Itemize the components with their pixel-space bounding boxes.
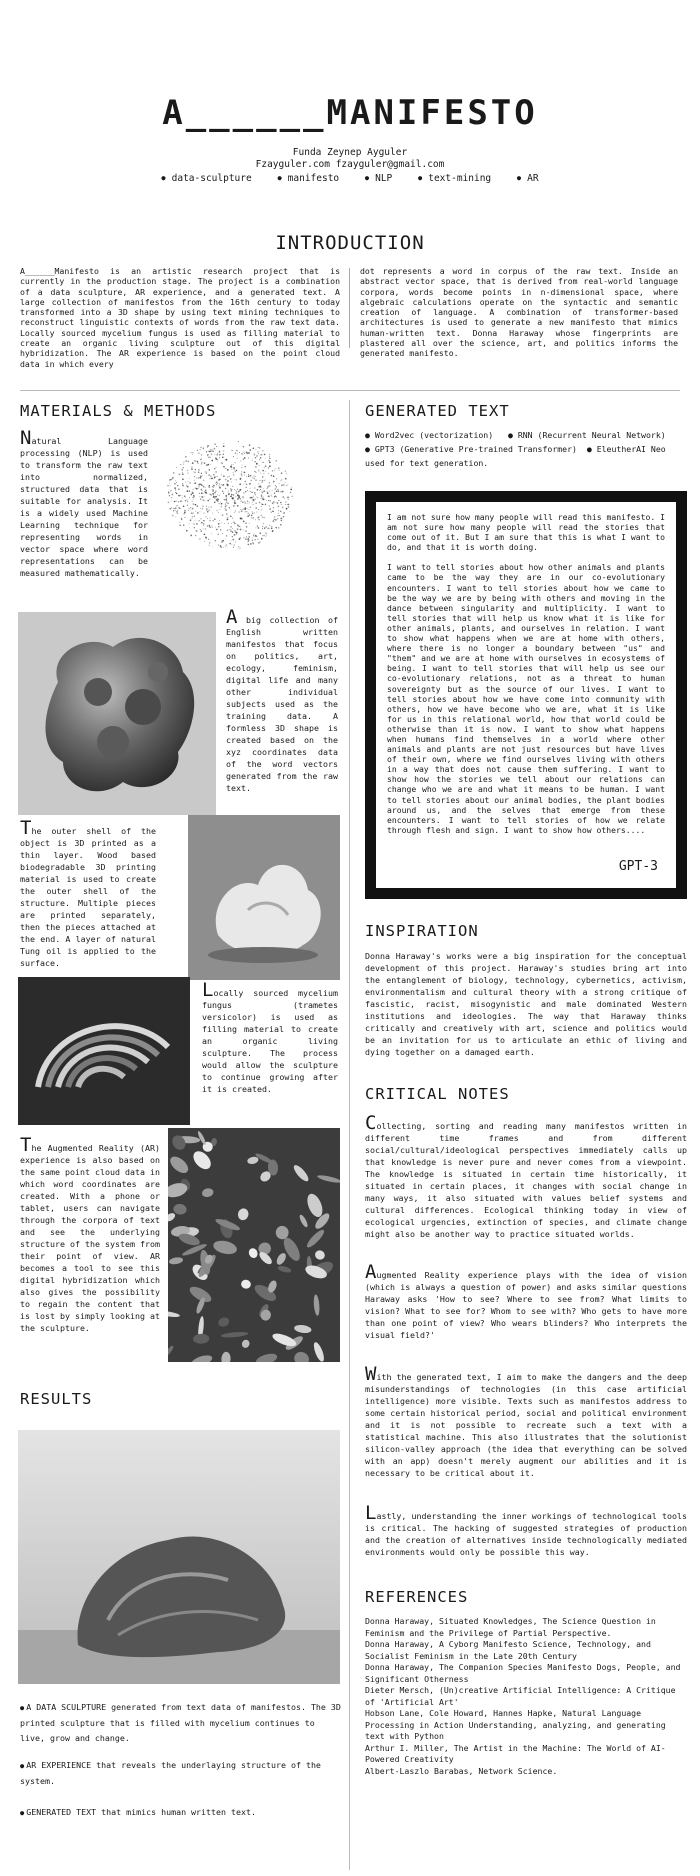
inspiration-text: Donna Haraway's works were a big inspiration for the conceptual development of this project. Haraway's studies bring art into the entanglement of biology, technology, cybernetics, activism, environmentalism and cultural theory with a strong critique of fascistic, racist, misogynistic and male dominated Western institutions and ideologies. The way that Haraway thinks critically and creatively with art, science and politics would be an invitation for us to articulate an ethic of living and dying together on a damaged earth.	[365, 951, 687, 1057]
keyword-list	[0, 173, 700, 184]
author-block	[0, 147, 700, 171]
ar-experience-image	[168, 1128, 340, 1362]
introduction-heading: INTRODUCTION	[275, 232, 425, 254]
3d-shape-render-image	[18, 612, 216, 815]
column-divider	[349, 400, 350, 1870]
data-sculpture-photo	[18, 1430, 340, 1684]
results-item: ● A DATA SCULPTURE generated from text data of manifestos. The 3D printed sculpture that is filled with mycelium continues to live, grow and change.	[20, 1700, 342, 1746]
introduction-right-text: dot represents a word in corpus of the raw text. Inside an abstract vector space, that is derived from real-world language corpora, words become points in n-dimensional space, where algebraic calculations operate on the syntactic and semantic creation of language. A combination of transformer-based architectures is used to generate a new manifesto that mimics human-written text. Donna Haraway whose fingerprints are plastered all over the science, art, and politics informs the generated manifesto.	[360, 266, 678, 359]
references-list	[365, 1616, 687, 1777]
critical-paragraph: Augmented Reality experience plays with the idea of vision (which is always a question of power) and asks similar questions Haraway asks 'How to see? Where to see from? What limits to vision? What to see for? Whom to see with? Who gets to have more than one point of view? Who wears blinders? Who interprets the visual field?'	[365, 1261, 687, 1340]
generated-paragraph: I want to tell stories about how other animals and plants came to be the way they are in our co-evolutionary encounters. I want to tell stories about how we came to be the way we are by being with others and moving in the dance between singularity and multiplicity. I want to tell stories that will help us know what it is like for other animals, plants, and ourselves in relation. I want to show what happens when we are at home with others, where there is no longer a boundary between "us" and "them" and we are at home with ourselves in ecosystems of being. I want to tell stories that will help us see our co-evolutionary relations, not as a threat to human sovereignty but as the source of our lives. I want to tell stories about how we have come into community with others, how we have become who we are, what it is like for us in this relational world, how that world could be otherwise than it is now. I want to show what happens when humans find themselves in a world where other animals and plants are not just resources but have lives of their own, where we find ourselves living with others in a way that does not cause them suffering. I want to show how the stories we tell about our relations can change who we are and what it means to be human. I want to tell stories about our animal bodies, the plant bodies around us, and the selves that emerge from these encounters. I want to tell stories of how we relate through flesh and sign. I want to show how others....	[387, 562, 665, 835]
generated-signature: GPT-3	[618, 859, 658, 874]
reference-item: Donna Haraway, The Companion Species Manifesto Dogs, People, and Significant Otherness	[365, 1662, 681, 1684]
critical-notes-heading: CRITICAL NOTES	[365, 1085, 510, 1103]
results-item: ● AR EXPERIENCE that reveals the underlaying structure of the system.	[20, 1758, 342, 1789]
references-heading: REFERENCES	[365, 1588, 469, 1606]
keyword: ● NLP	[365, 173, 392, 184]
critical-paragraph: With the generated text, I aim to make the dangers and the deep misunderstandings of technologies (in this case artificial intelligence) more visible. Texts such as manifestos address to some certain historical period, social and political environment and it is not possible to recreate such a text with a statistical machine. This also illustrates that the solutionist silicon-valley approach (the idea that everything can be solved with an app) doesn't merely augment our abilities and it is necessary to be critical about it.	[365, 1363, 687, 1478]
introduction-left-text: A______Manifesto is an artistic research project that is currently in the production stage. The project is a combination of a data sculpture, AR experience, and a generated text. A large collection of manifestos from the 16th century to today transformed into a 3D shape by using text mining techniques to reconstruct linguistic contexts of words from the raw text data. Locally sourced mycelium fungus is used as filling material to create an organic living sculpture out of this digital hybridization. The AR experience is based on the point cloud data in which every	[20, 266, 340, 369]
method-item: ● RNN (Recurrent Neural Network)	[507, 430, 666, 440]
generated-text-heading: GENERATED TEXT	[365, 402, 510, 420]
materials-paragraph: Natural Language processing (NLP) is used to transform the raw text into normalized, structured data that is suitable for analysis. It is a widely used Machine Learning technique for representing words in vector space where word representations can be measured mathematically.	[20, 427, 148, 578]
reference-item: Dieter Mersch, (Un)creative Artificial Intelligence: A Critique of 'Artificial Art'	[365, 1685, 676, 1707]
reference-item: Hobson Lane, Cole Howard, Hannes Hapke, Natural Language Processing in Action Understanding, analyzing, and generating text with Python	[365, 1708, 666, 1741]
author-name: Funda Zeynep Ayguler	[292, 147, 408, 158]
method-list	[365, 428, 690, 470]
method-item: ● EleutherAI Neo used for text generation.	[365, 444, 666, 468]
reference-item: Donna Haraway, A Cyborg Manifesto Science, Technology, and Socialist Feminism in the Late 20th Century	[365, 1639, 651, 1661]
reference-item: Donna Haraway, Situated Knowledges, The Science Question in Feminism and the Privilege of Partial Perspective.	[365, 1616, 656, 1638]
keyword: ● data-sculpture	[161, 173, 251, 184]
3d-printed-shell-image	[188, 815, 340, 980]
results-item: ● GENERATED TEXT that mimics human written text.	[20, 1805, 342, 1821]
critical-paragraph: Lastly, understanding the inner workings of technological tools is critical. The hacking of suggested strategies of production and the creation of alternatives inside technologically mediated environments would only be possible this way.	[365, 1502, 687, 1557]
materials-paragraph: A big collection of English written manifestos that focus on politics, art, ecology, feminism, digital life and many other individual subjects used as the training data. A formless 3D shape is created based on the xyz coordinates data of the word vectors generated from the raw text.	[226, 606, 338, 793]
reference-item: Arthur I. Miller, The Artist in the Machine: The World of AI-Powered Creativity	[365, 1742, 666, 1764]
method-item: ● Word2vec (vectorization)	[365, 430, 494, 440]
materials-paragraph: The Augmented Reality (AR) experience is also based on the same point cloud data in which word coordinates are created. With a phone or tablet, users can navigate through the corpora of text and see the underlying structure of the system from their point of view. AR becomes a tool to see this digital hybridization which also gives the possibility to regain the content that is lost by simply looking at the sculpture.	[20, 1134, 160, 1333]
section-divider	[20, 390, 680, 391]
critical-paragraph: Collecting, sorting and reading many manifestos written in different time frames and from different social/cultural/ideological perspectives immediately calls up that knowledge is never pure and never comes from a viewpoint. The knowledge is situated in certain time historically, it situated in certain places, it changes with social change in many ways, it also situated with values belief systems and cultural differences. Ecological thinking today in view of ecological urgencies, extinction of species, and climate change might also be another way to practice situated worlds.	[365, 1112, 687, 1239]
keyword: ● manifesto	[277, 173, 339, 184]
reference-item: Albert-Laszlo Barabas, Network Science.	[365, 1765, 558, 1776]
materials-paragraph: The outer shell of the object is 3D printed as a thin layer. Wood based biodegradable 3D printing material is used to create the outer shell of the structure. Multiple pieces are printed separately, then the pieces attached at the end. A layer of natural Tung oil is applied to the surface.	[20, 817, 156, 968]
keyword: ● AR	[517, 173, 539, 184]
materials-heading: MATERIALS & METHODS	[20, 402, 217, 420]
inspiration-heading: INSPIRATION	[365, 922, 479, 940]
poster-title: A______MANIFESTO	[162, 93, 538, 133]
column-divider	[349, 268, 350, 348]
keyword: ● text-mining	[418, 173, 491, 184]
author-contact: Fzayguler.com fzayguler@gmail.com	[255, 159, 445, 170]
point-cloud-image	[160, 425, 300, 565]
generated-paragraph: I am not sure how many people will read this manifesto. I am not sure how many people will read the stories that come out of it. But I am sure that this is what I want to do, and that it is worth doing.	[387, 512, 665, 553]
mycelium-fungus-image	[18, 977, 190, 1125]
method-item: ● GPT3 (Generative Pre-trained Transformer)	[365, 444, 577, 454]
results-heading: RESULTS	[20, 1390, 93, 1408]
generated-text-box	[365, 491, 687, 899]
materials-paragraph: Locally sourced mycelium fungus (trametes versicolor) is used as filling material to create an organic living sculpture. The process would allow the sculpture to continue growing after it is created.	[202, 979, 338, 1094]
results-list	[20, 1700, 342, 1821]
